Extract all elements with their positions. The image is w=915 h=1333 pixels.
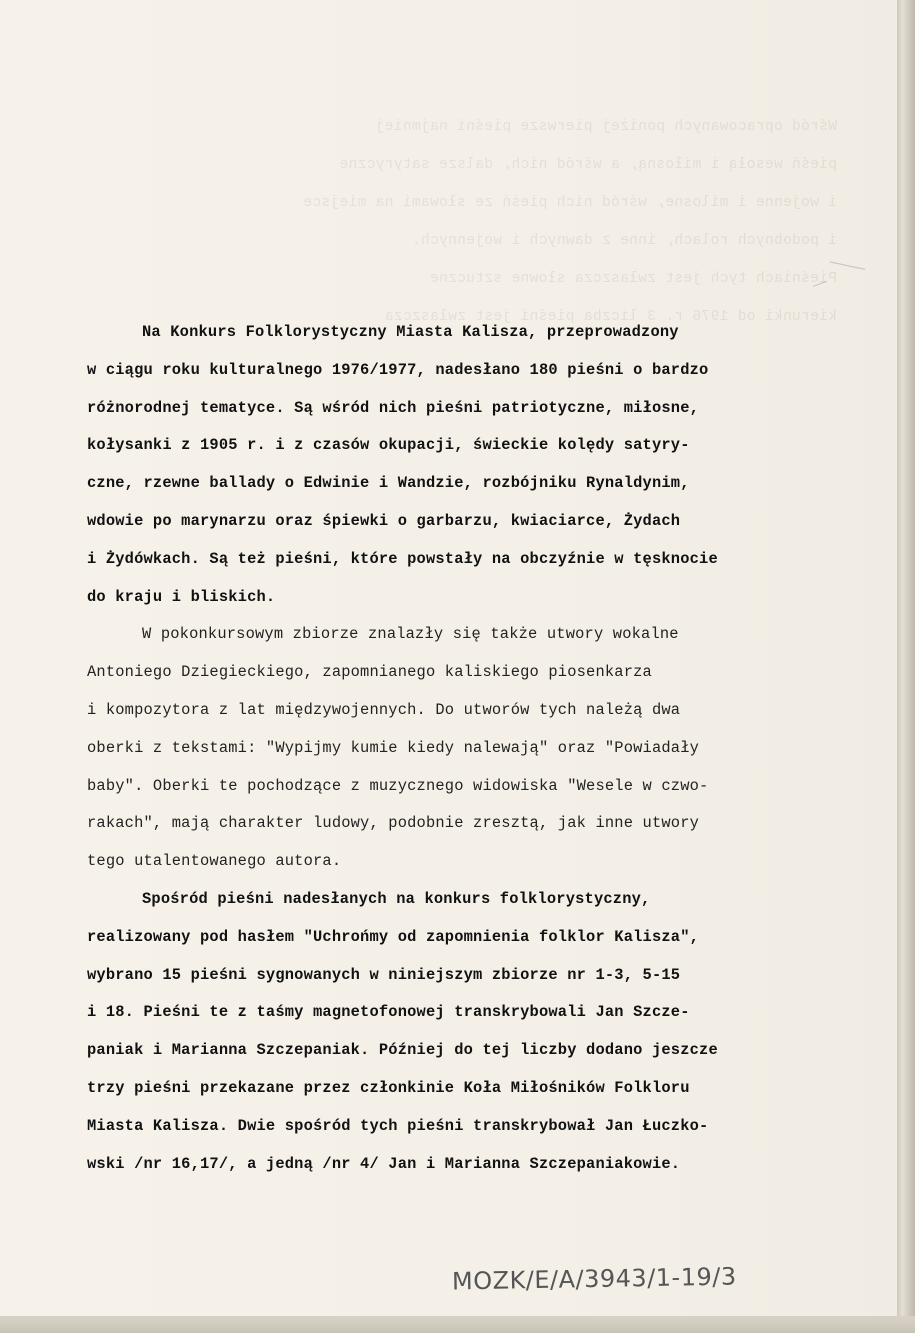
paragraph-line: Spośród pieśni nadesłanych na konkurs folklorystyczny, [142,889,651,908]
paragraph-line: rakach", mają charakter ludowy, podobnie zresztą, jak inne utwory [87,814,700,833]
paragraph-line: Antoniego Dziegieckiego, zapomnianego kaliskiego piosenkarza [87,663,652,682]
bleed-line: i podobnych rolach, inne z dawnych i wojennych. [411,233,837,249]
paragraph-line: do kraju i bliskich. [87,587,276,606]
paragraph-line: wski /nr 16,17/, a jedną /nr 4/ Jan i Marianna Szczepaniakowie. [87,1154,681,1173]
typewritten-text-block [87,314,847,1183]
paragraph-line: W pokonkursowym zbiorze znalazły się także utwory wokalne [142,625,679,644]
paragraph-line: i 18. Pieśni te z taśmy magnetofonowej transkrybowali Jan Szcze- [87,1003,690,1022]
paragraph-line: baby". Oberki te pochodzące z muzycznego widowiska "Wesele w czwo- [87,776,709,795]
paragraph-line: różnorodnej tematyce. Są wśród nich pieśni patriotyczne, miłosne, [87,398,700,417]
bleed-line: Wśród opracowanych poniżej pierwsze pieśni najmniej [375,119,837,135]
paragraph-line: i Żydówkach. Są też pieśni, które powstały na obczyźnie w tęsknocie [87,549,718,568]
page-edge-bottom [0,1316,915,1333]
paragraph-line: trzy pieśni przekazane przez członkinie Koła Miłośników Folkloru [87,1078,690,1097]
paragraph-line: czne, rzewne ballady o Edwinie i Wandzie, rozbójniku Rynaldynim, [87,474,690,493]
paragraph-line: wdowie po marynarzu oraz śpiewki o garbarzu, kwiaciarce, Żydach [87,511,681,530]
bleed-line: kierunki od 1976 r. 3 liczba pieśni jest zwłaszcza [384,309,837,325]
paragraph-line: kołysanki z 1905 r. i z czasów okupacji, świeckie kolędy satyry- [87,436,690,455]
archive-reference: MOZK/E/A/3943/1-19/3 [452,1262,738,1296]
paragraph-line: tego utalentowanego autora. [87,852,342,871]
paragraph-line: oberki z tekstami: "Wypijmy kumie kiedy nalewają" oraz "Powiadały [87,738,700,757]
bleed-line: Pieśniach tych jest zwłaszcza słowne sztuczne [429,271,837,287]
paragraph-line: wybrano 15 pieśni sygnowanych w niniejszym zbiorze nr 1-3, 5-15 [87,965,681,984]
bleed-line: i wojenne i milosne, wśród nich pieśń ze słowami na miejsce [302,195,837,211]
paragraph-line: realizowany pod hasłem "Uchrońmy od zapomnienia folklor Kalisza", [87,927,700,946]
reverse-side-bleed-through [92,108,837,336]
paragraph-line: paniak i Marianna Szczepaniak. Później do tej liczby dodano jeszcze [87,1041,718,1060]
paragraph-line: Na Konkurs Folklorystyczny Miasta Kalisza, przeprowadzony [142,323,679,341]
paragraph-line: w ciągu roku kulturalnego 1976/1977, nadesłano 180 pieśni o bardzo [87,360,709,379]
paragraph-line: i kompozytora z lat międzywojennych. Do utworów tych należą dwa [87,700,681,719]
page-edge-right [897,0,915,1333]
bleed-line: pieśń wesołą i miłosną, a wśród nich, dalsze satyryczne [339,157,837,173]
paragraph-line: Miasta Kalisza. Dwie spośród tych pieśni transkrybował Jan Łuczko- [87,1116,709,1135]
